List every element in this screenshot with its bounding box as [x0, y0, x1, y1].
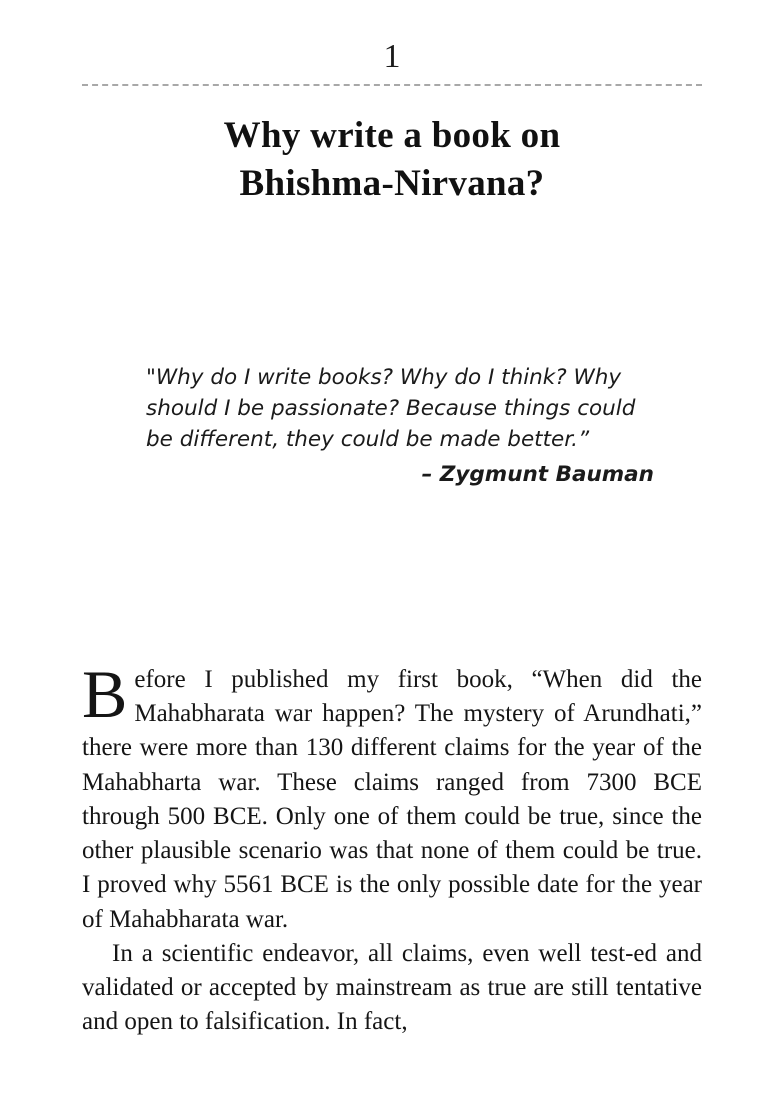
epigraph-attribution: – Zygmunt Bauman: [421, 461, 654, 487]
epigraph: [146, 363, 654, 491]
chapter-title-line1: Why write a book on: [223, 115, 561, 157]
paragraph-second: In a scientific endeavor, all claims, even well test-ed and validated or accepted by mainstream as true are still tentative and open to falsification. In fact,: [82, 939, 702, 1036]
drop-cap: B: [82, 655, 128, 732]
chapter-title: [82, 112, 702, 207]
paragraph-first: [82, 655, 702, 937]
chapter-number: 1: [383, 38, 401, 75]
chapter-divider: [82, 84, 702, 86]
body-text: [82, 655, 702, 1040]
epigraph-text: "Why do I write books? Why do I think? Why should I be passionate? Because things could be different, they could be made better.”: [146, 365, 636, 453]
chapter-title-line2: Bhishma-Nirvana?: [239, 162, 545, 204]
paragraph-first-text: efore I published my first book, “When did the Mahabharata war happen? The mystery of Arundhati,” there were more than 130 different claims for the year of the Mahabharta war. These claims ranged from 7300 BCE through 500 BCE. Only one of them could be true, since the other plausible scenario was that none of them could be true. I proved why 5561 BCE is the only possible date for the year of Mahabharata war.: [82, 665, 702, 933]
